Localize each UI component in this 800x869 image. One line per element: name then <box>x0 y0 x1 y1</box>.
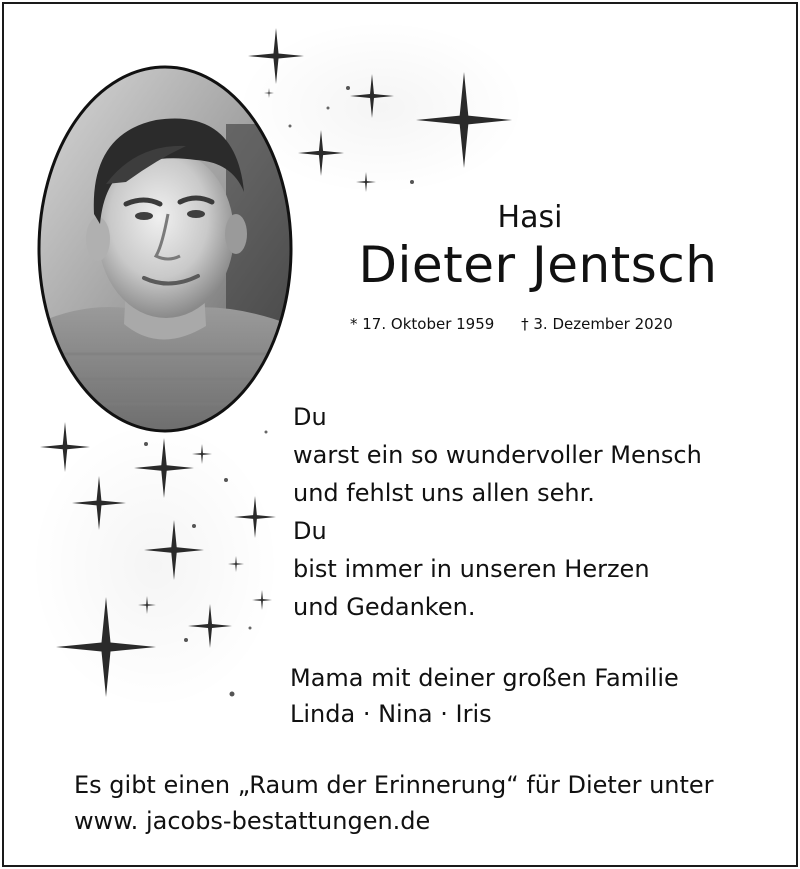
poem-line: Du <box>293 403 327 431</box>
poem-line: und fehlst uns allen sehr. <box>293 479 595 507</box>
portrait-photo <box>36 64 294 434</box>
birth-date: * 17. Oktober 1959 <box>350 315 495 333</box>
nickname: Hasi <box>497 200 563 235</box>
poem-line: bist immer in unseren Herzen <box>293 555 650 583</box>
deceased-name: Dieter Jentsch <box>358 236 718 294</box>
website-link[interactable]: www. jacobs-bestattungen.de <box>74 807 431 835</box>
poem-line: warst ein so wundervoller Mensch <box>293 441 702 469</box>
signoff-names: Linda · Nina · Iris <box>290 700 492 728</box>
death-date: † 3. Dezember 2020 <box>521 315 673 333</box>
family-signoff <box>290 660 679 732</box>
life-dates <box>350 313 673 335</box>
memorial-poem <box>293 398 702 626</box>
signoff-line: Mama mit deiner großen Familie <box>290 664 679 692</box>
poem-line: Du <box>293 517 327 545</box>
footer-text: Es gibt einen „Raum der Erinnerung“ für Dieter unter <box>74 771 714 799</box>
poem-line: und Gedanken. <box>293 593 476 621</box>
memorial-footer <box>74 767 714 839</box>
